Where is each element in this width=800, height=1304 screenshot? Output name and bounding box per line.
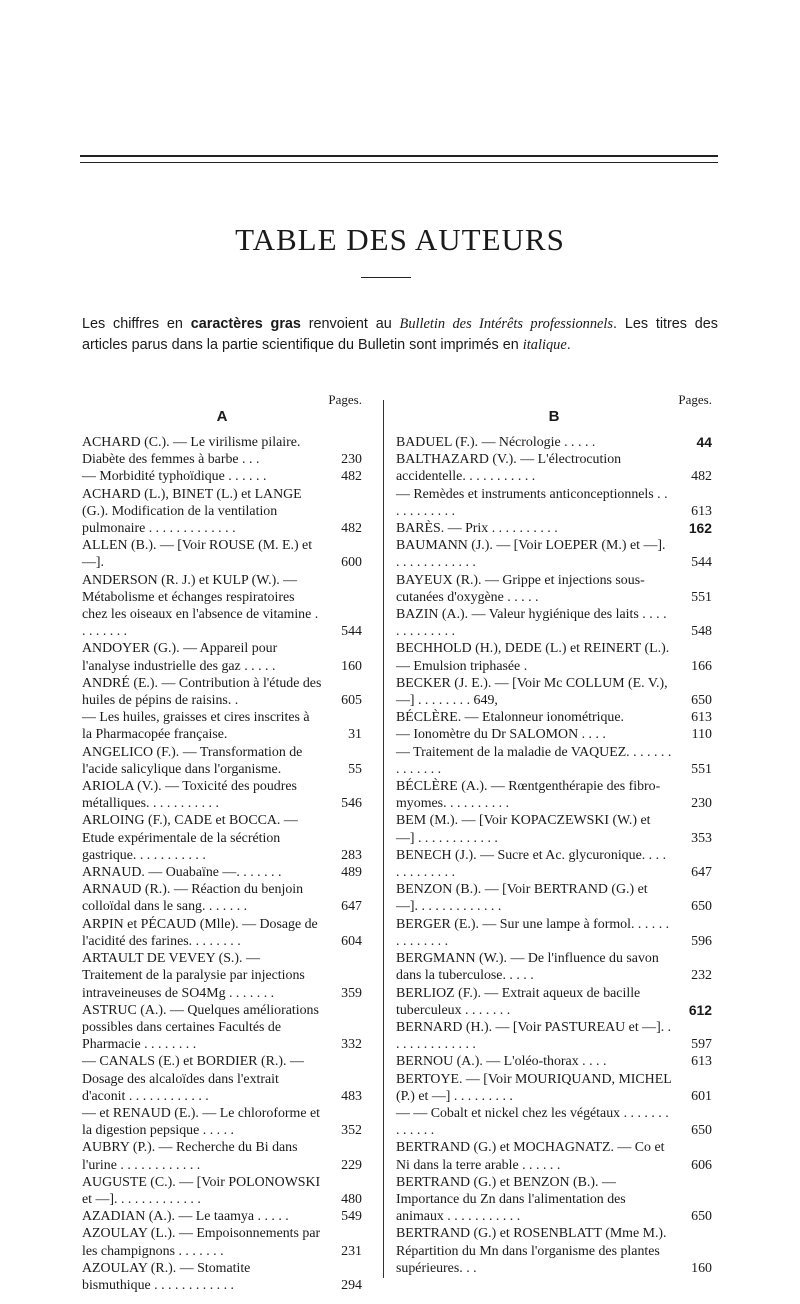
entry-text: ANDERSON (R. J.) et KULP (W.). — Métabolisme et échanges respiratoires chez les oiseaux en l'absence de vitamine . . . . . . . .: [82, 572, 319, 640]
entry-page: 647: [341, 899, 362, 915]
intro-text-2: renvoient au: [300, 316, 400, 332]
entry-page: 544: [691, 555, 712, 571]
index-entry: [82, 1225, 362, 1259]
entry-page: 31: [348, 727, 362, 743]
entry-text: BERTRAND (G.) et ROSENBLATT (Mme M.). Répartition du Mn dans l'organisme des plantes supérieures. . .: [396, 1226, 667, 1276]
intro-text-3: . Les titres des articles parus dans la partie scientifique du Bulletin sont imprimés en: [82, 316, 718, 353]
index-entry: [82, 537, 362, 571]
index-entry: [396, 726, 712, 743]
entry-text: BERLIOZ (F.). — Extrait aqueux de bacille tuberculeux . . . . . . .: [396, 985, 641, 1018]
index-entry: [82, 572, 362, 641]
entry-page: 601: [691, 1088, 712, 1104]
index-entry: [396, 1053, 712, 1070]
entry-page: 230: [341, 452, 362, 468]
index-entry: [82, 744, 362, 778]
index-entry: [82, 434, 362, 468]
entry-text: ARIOLA (V.). — Toxicité des poudres métalliques. . . . . . . . . . .: [82, 779, 297, 812]
entry-text: BENECH (J.). — Sucre et Ac. glycuronique. . . . . . . . . . . . .: [396, 847, 667, 881]
entry-text: ANDOYER (G.). — Appareil pour l'analyse industrielle des gaz . . . . .: [82, 641, 278, 674]
index-entry: [396, 709, 712, 726]
entry-page: 110: [691, 727, 712, 743]
entry-page: 482: [341, 521, 362, 537]
entry-text: ARNAUD. — Ouabaïne —. . . . . . .: [82, 865, 282, 881]
index-entry: [396, 778, 712, 812]
index-entry: [82, 1139, 362, 1173]
index-entry: [396, 572, 712, 606]
index-entry: [396, 520, 712, 537]
entry-page: 231: [341, 1243, 362, 1259]
index-entry: [396, 744, 712, 778]
entry-page: 353: [691, 830, 712, 846]
entry-text: — et RENAUD (E.). — Le chloroforme et la digestion pepsique . . . . .: [82, 1105, 320, 1139]
entry-text: ARNAUD (R.). — Réaction du benjoin colloïdal dans le sang. . . . . . .: [82, 882, 304, 915]
entry-page: 294: [341, 1277, 362, 1293]
entry-text: ARLOING (F.), CADE et BOCCA. — Etude expérimentale de la sécrétion gastrique. . . . . . . . . . .: [82, 813, 298, 863]
index-entry: [82, 1053, 362, 1105]
entry-text: BERNARD (H.). — [Voir PASTUREAU et —]. . . . . . . . . . . . . .: [396, 1019, 672, 1053]
entry-text: BERGMANN (W.). — De l'influence du savon dans la tuberculose. . . . .: [396, 951, 659, 984]
entry-text: BAZIN (A.). — Valeur hygiénique des laits . . . . . . . . . . . . .: [396, 607, 667, 640]
entry-page: 612: [688, 1001, 712, 1018]
entry-text: ANDRÉ (E.). — Contribution à l'étude des huiles de pépins de raisins. .: [82, 675, 322, 709]
intro-text-1: Les chiffres en: [82, 316, 191, 332]
index-entry: [396, 537, 712, 571]
index-entry: [396, 916, 712, 950]
intro-italic: Bulletin des Intérêts professionnels: [399, 316, 614, 332]
entry-text: ACHARD (L.), BINET (L.) et LANGE (G.). Modification de la ventilation pulmonaire . . . . . . . . . . . . .: [82, 486, 302, 537]
entry-page: 230: [691, 796, 712, 812]
index-entry: [396, 486, 712, 520]
entry-page: 546: [341, 796, 362, 812]
entry-text: BERTRAND (G.) et MOCHAGNATZ. — Co et Ni dans la terre arable . . . . . .: [396, 1140, 665, 1173]
entry-page: 596: [691, 933, 712, 949]
entry-page: 283: [341, 847, 362, 863]
entry-page: 482: [341, 469, 362, 485]
entry-page: 606: [691, 1157, 712, 1173]
index-entry: [82, 640, 362, 674]
entry-text: ANGELICO (F.). — Transformation de l'acide salicylique dans l'organisme.: [82, 744, 303, 777]
entry-text: AZADIAN (A.). — Le taamya . . . . .: [82, 1209, 289, 1225]
index-entry: [396, 1225, 712, 1277]
entry-text: BECKER (J. E.). — [Voir Mc COLLUM (E. V.), —] . . . . . . . . 649,: [396, 675, 668, 709]
entry-text: ALLEN (B.). — [Voir ROUSE (M. E.) et —].: [82, 538, 313, 571]
entry-text: — CANALS (E.) et BORDIER (R.). — Dosage des alcaloïdes dans l'extrait d'aconit . . . . . . . . . . . .: [82, 1054, 304, 1104]
index-entry: [396, 640, 712, 674]
entry-page: 597: [691, 1037, 712, 1053]
entry-page: 604: [341, 933, 362, 949]
entry-page: 352: [341, 1123, 362, 1139]
index-entry: [396, 985, 712, 1019]
index-entry: [82, 468, 362, 485]
entry-text: BERTRAND (G.) et BENZON (B.). — Importance du Zn dans l'alimentation des animaux . . . . . . . . . . .: [396, 1174, 626, 1225]
column-b: [396, 391, 712, 1277]
entry-text: — Morbidité typhoïdique . . . . . .: [82, 469, 267, 485]
intro-text-4: .: [566, 337, 571, 353]
index-entry: [396, 812, 712, 846]
index-entry: [396, 1071, 712, 1105]
entry-text: AZOULAY (L.). — Empoisonnements par les champignons . . . . . . .: [82, 1226, 321, 1259]
top-double-rule-thin: [80, 162, 718, 163]
index-entry: [396, 1139, 712, 1173]
entry-page: 483: [341, 1088, 362, 1104]
index-entry: [396, 881, 712, 915]
index-entry: [396, 1105, 712, 1139]
entry-text: ACHARD (C.). — Le virilisme pilaire. Diabète des femmes à barbe . . .: [82, 435, 301, 468]
entry-page: 549: [341, 1209, 362, 1225]
entry-page: 44: [696, 434, 712, 450]
entry-page: 600: [341, 555, 362, 571]
entry-text: BEM (M.). — [Voir KOPACZEWSKI (W.) et —] . . . . . . . . . . . .: [396, 813, 651, 846]
index-entry: [396, 1174, 712, 1226]
index-entry: [82, 709, 362, 743]
entry-page: 650: [691, 1123, 712, 1139]
entry-page: 160: [341, 658, 362, 674]
entry-text: — Les huiles, graisses et cires inscrites à la Pharmacopée française.: [82, 710, 310, 743]
entry-text: ASTRUC (A.). — Quelques améliorations possibles dans certaines Facultés de Pharmacie . . . . . . . .: [82, 1002, 319, 1053]
index-entry: [82, 486, 362, 538]
entry-page: 359: [341, 985, 362, 1001]
entry-text: BADUEL (F.). — Nécrologie . . . . .: [396, 435, 596, 450]
entry-text: BAYEUX (R.). — Grippe et injections sous-cutanées d'oxygène . . . . .: [396, 572, 645, 605]
entry-page: 647: [691, 865, 712, 881]
index-entry: [396, 434, 712, 451]
entry-page: 613: [691, 710, 712, 726]
entry-page: 489: [341, 865, 362, 881]
section-letter: B: [548, 408, 560, 425]
entry-text: — Traitement de la maladie de VAQUEZ. . . . . . . . . . . . . .: [396, 744, 672, 777]
entry-text: BERGER (E.). — Sur une lampe à formol. . . . . . . . . . . . . .: [396, 916, 670, 949]
entry-list: [82, 434, 362, 1294]
entry-page: 55: [348, 761, 362, 777]
index-entry: [82, 675, 362, 709]
entry-page: 613: [691, 503, 712, 519]
index-entry: [82, 1105, 362, 1139]
entry-page: 650: [691, 1209, 712, 1225]
entry-page: 232: [691, 968, 712, 984]
index-entry: [82, 1174, 362, 1208]
entry-page: 544: [341, 624, 362, 640]
index-entry: [82, 1260, 362, 1294]
entry-page: 162: [688, 520, 712, 537]
index-entry: [82, 864, 362, 881]
title-underline: [361, 277, 411, 278]
entry-page: 613: [691, 1054, 712, 1070]
entry-text: BECHHOLD (H.), DEDE (L.) et REINERT (L.). — Emulsion triphasée .: [396, 641, 670, 674]
index-entry: [396, 606, 712, 640]
entry-text: ARTAULT DE VEVEY (S.). — Traitement de la paralysie par injections intraveineuses de SO4Mg . . . . . . .: [82, 951, 305, 1001]
entry-page: 650: [691, 693, 712, 709]
pages-header: Pages.: [328, 392, 362, 407]
entry-text: BERNOU (A.). — L'oléo-thorax . . . .: [396, 1054, 607, 1070]
entry-text: — Ionomètre du Dr SALOMON . . . .: [396, 727, 606, 743]
intro-bold: caractères gras: [190, 316, 301, 332]
index-entry: [82, 778, 362, 812]
entry-text: — Remèdes et instruments anticonceptionnels . . . . . . . . . . .: [396, 486, 668, 519]
column-a: [82, 391, 362, 1294]
top-double-rule-thick: [80, 155, 718, 157]
entry-text: BARÈS. — Prix . . . . . . . . . .: [396, 521, 558, 537]
entry-text: — — Cobalt et nickel chez les végétaux . . . . . . . . . . . . .: [396, 1105, 669, 1139]
index-entry: [82, 812, 362, 864]
entry-text: ARPIN et PÉCAUD (Mlle). — Dosage de l'acidité des farines. . . . . . . .: [82, 916, 318, 949]
entry-page: 605: [341, 693, 362, 709]
entry-page: 650: [691, 899, 712, 915]
index-entry: [396, 1019, 712, 1053]
entry-text: BÉCLÈRE. — Etalonneur ionométrique.: [396, 710, 624, 726]
index-entry: [82, 1002, 362, 1054]
index-entry: [82, 1208, 362, 1225]
index-entry: [82, 950, 362, 1002]
index-entry: [396, 451, 712, 485]
entry-list: [396, 434, 712, 1277]
entry-page: 160: [691, 1260, 712, 1276]
entry-page: 551: [691, 589, 712, 605]
entry-text: AUBRY (P.). — Recherche du Bi dans l'urine . . . . . . . . . . . .: [82, 1140, 298, 1173]
entry-text: BALTHAZARD (V.). — L'électrocution accidentelle. . . . . . . . . . .: [396, 452, 622, 485]
index-entry: [396, 675, 712, 709]
pages-header: Pages.: [678, 392, 712, 407]
column-divider: [383, 400, 384, 1278]
entry-page: 332: [341, 1037, 362, 1053]
index-entry: [82, 881, 362, 915]
entry-text: AZOULAY (R.). — Stomatite bismuthique . . . . . . . . . . . .: [82, 1260, 251, 1293]
intro-italic-2: italique: [522, 337, 567, 353]
page-title: TABLE DES AUTEURS: [235, 222, 565, 257]
entry-text: BERTOYE. — [Voir MOURIQUAND, MICHEL (P.) et —] . . . . . . . . .: [396, 1071, 672, 1104]
entry-text: BÉCLÈRE (A.). — Rœntgenthérapie des fibro-myomes. . . . . . . . . .: [396, 779, 661, 812]
index-entry: [396, 847, 712, 881]
entry-page: 551: [691, 761, 712, 777]
entry-page: 229: [341, 1157, 362, 1173]
entry-page: 480: [341, 1191, 362, 1207]
entry-text: BAUMANN (J.). — [Voir LOEPER (M.) et —]. . . . . . . . . . . . .: [396, 538, 666, 571]
intro-paragraph: [82, 314, 718, 356]
entry-text: BENZON (B.). — [Voir BERTRAND (G.) et —]. . . . . . . . . . . . .: [396, 882, 648, 915]
entry-page: 482: [691, 469, 712, 485]
entry-page: 548: [691, 624, 712, 640]
entry-text: AUGUSTE (C.). — [Voir POLONOWSKI et —]. . . . . . . . . . . . .: [82, 1174, 321, 1207]
section-letter: A: [216, 408, 228, 425]
index-entry: [396, 950, 712, 984]
entry-page: 166: [691, 658, 712, 674]
index-entry: [82, 916, 362, 950]
